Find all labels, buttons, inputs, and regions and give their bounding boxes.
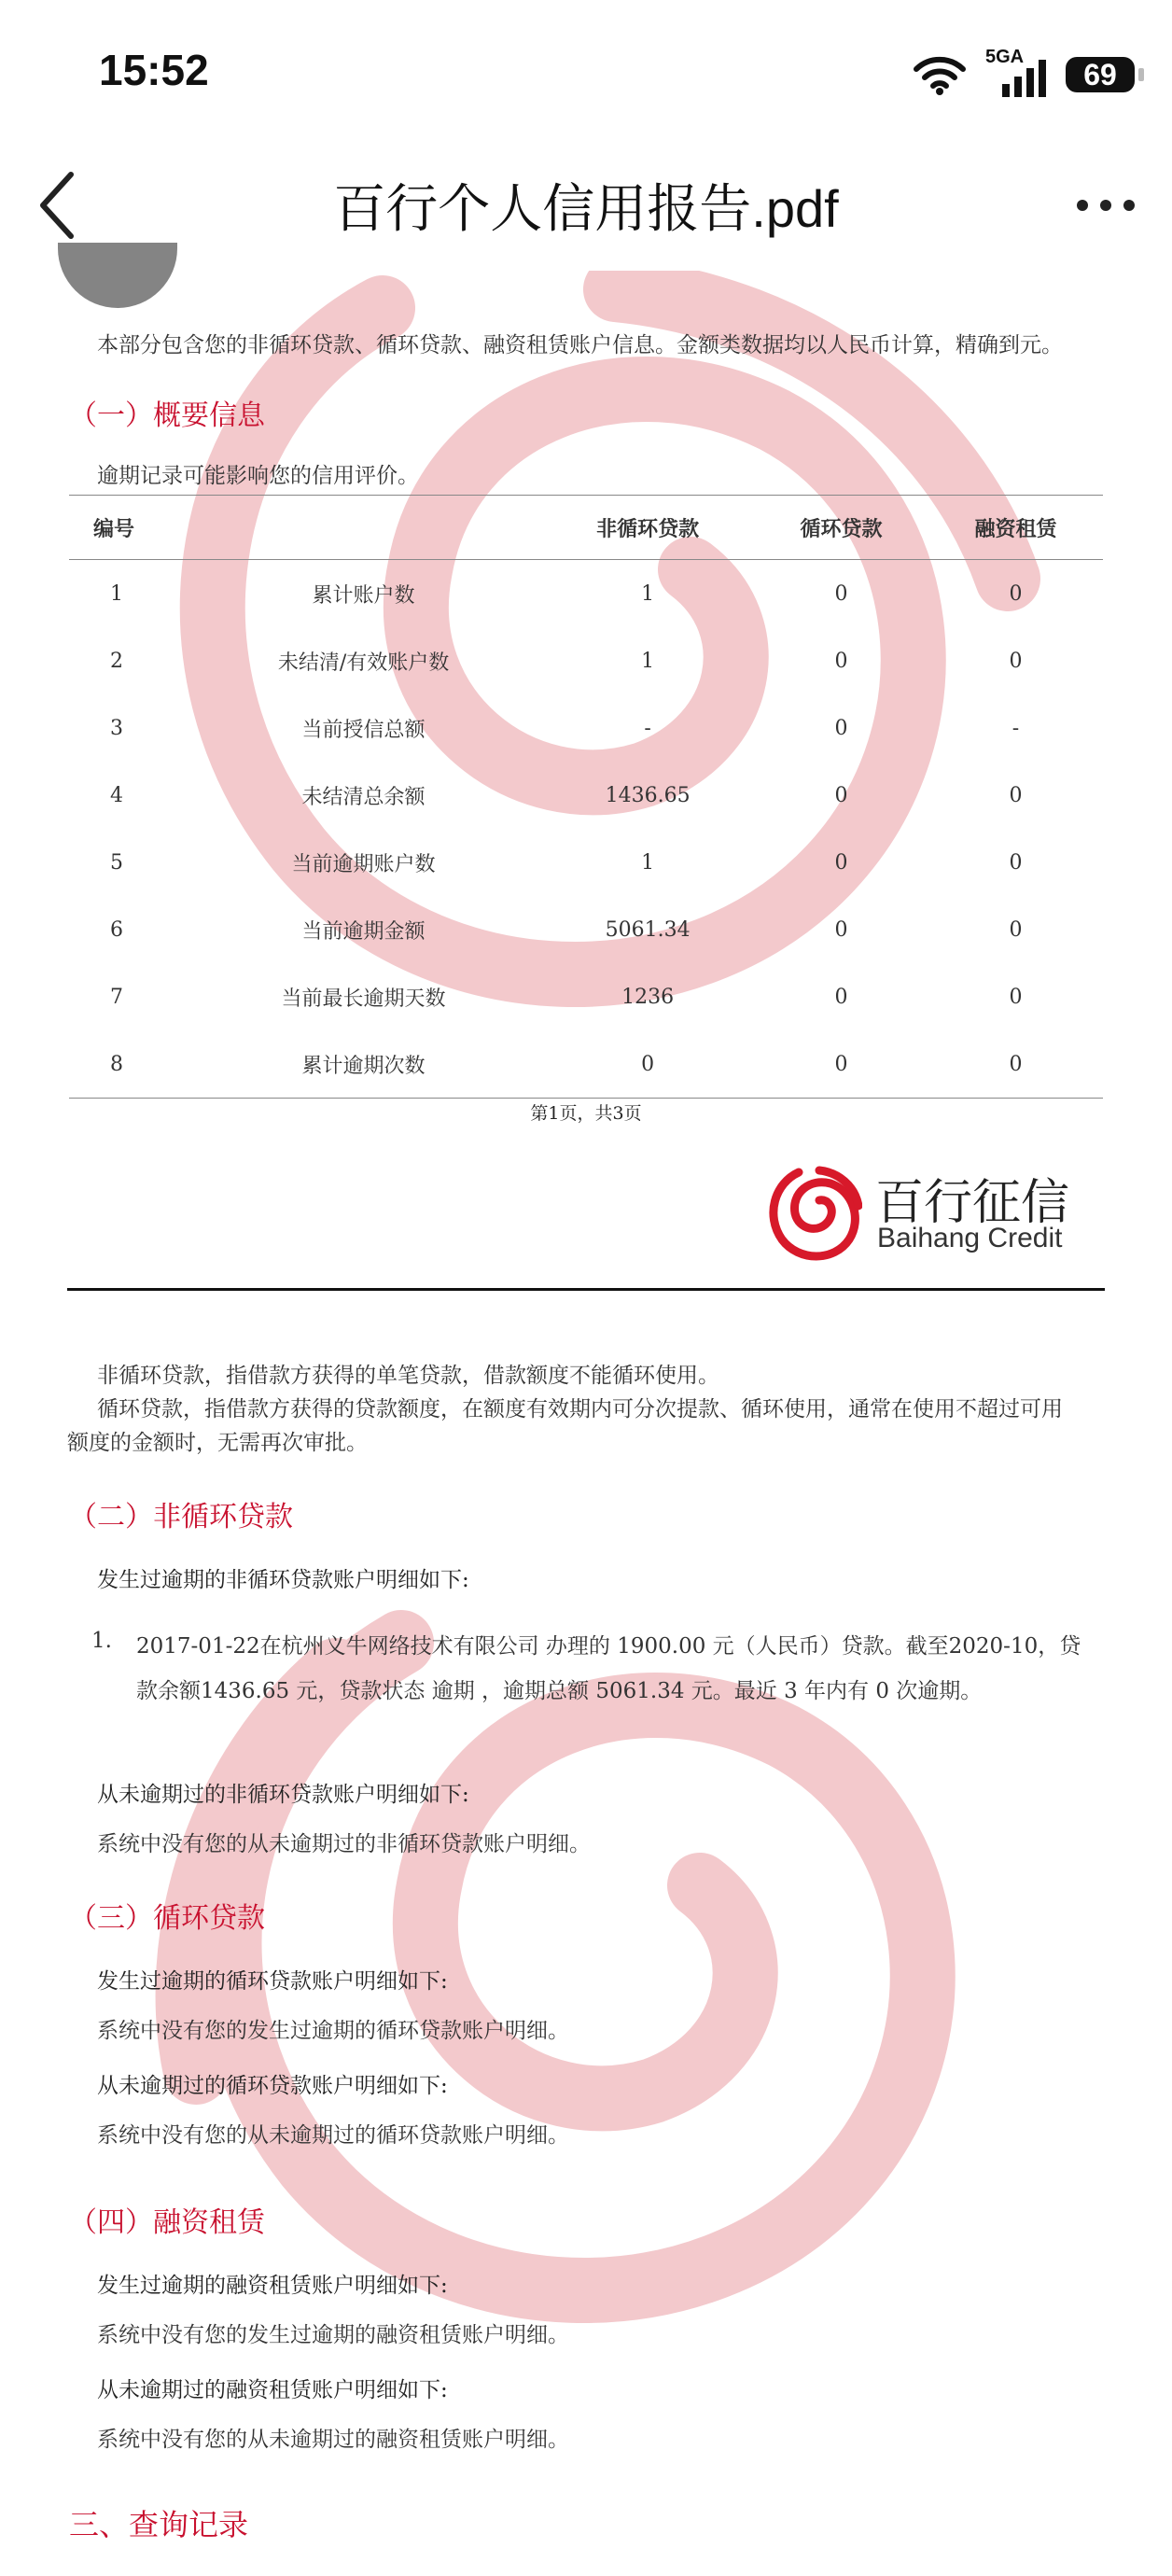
row-revolving: 0: [834, 649, 848, 673]
intro-text: 本部分包含您的非循环贷款、循环贷款、融资租赁账户信息。金额类数据均以人民币计算，精确到元。: [97, 333, 1063, 357]
row-nonrevolving: 1: [641, 581, 655, 606]
battery-indicator: 69: [1066, 57, 1135, 92]
row-leasing: 0: [1009, 850, 1023, 875]
row-revolving: 0: [834, 783, 848, 807]
summary-table-header: [69, 496, 1103, 560]
row-leasing: 0: [1009, 917, 1023, 942]
logo-name-cn: 百行征信: [875, 1175, 1070, 1231]
table-row: [69, 896, 1103, 963]
row-number: 5: [110, 850, 123, 875]
row-label: 未结清总余额: [301, 785, 426, 809]
account-item-line1: 2017-01-22在杭州义牛网络技术有限公司 办理的 1900.00 元（人民币）贷款。截至2020-10，贷: [136, 1634, 1081, 1659]
page-divider: [67, 1288, 1105, 1291]
account-item-line2: 款余额1436.65 元，贷款状态 逾期 ，逾期总额 5061.34 元。最近 3 年内有 0 次逾期。: [136, 1679, 983, 1703]
row-label: 未结清/有效账户数: [277, 651, 450, 675]
section-query-records-title: 三、查询记录: [69, 2507, 249, 2542]
row-number: 7: [110, 985, 123, 1009]
row-number: 4: [110, 783, 123, 807]
row-revolving: 0: [834, 850, 848, 875]
nonrevolving-never-heading: 从未逾期过的非循环贷款账户明细如下:: [97, 1783, 469, 1807]
revolving-overdue-heading: 发生过逾期的循环贷款账户明细如下:: [97, 1969, 448, 1994]
row-label: 当前逾期金额: [301, 919, 426, 944]
page-footer-counter: 第1页，共3页: [530, 1103, 642, 1124]
revolving-overdue-none: 系统中没有您的发生过逾期的循环贷款账户明细。: [97, 2019, 569, 2043]
row-label: 累计逾期次数: [301, 1054, 426, 1078]
row-revolving: 0: [834, 716, 848, 740]
row-leasing: 0: [1009, 649, 1023, 673]
row-leasing: 0: [1009, 1052, 1023, 1076]
overdue-note: 逾期记录可能影响您的信用评价。: [97, 464, 419, 488]
table-row: [69, 1030, 1103, 1099]
col-header-leasing: 融资租赁: [928, 496, 1103, 560]
wifi-icon: [913, 54, 967, 95]
logo-name-en: Baihang Credit: [877, 1223, 1063, 1253]
row-number: 1: [110, 581, 123, 606]
row-nonrevolving: 1: [641, 649, 655, 673]
col-header-nonrevolving: 非循环贷款: [541, 496, 754, 560]
document-title: 百行个人信用报告.pdf: [333, 179, 839, 238]
row-number: 2: [110, 649, 123, 673]
row-label: 累计账户数: [312, 583, 415, 608]
more-options-icon[interactable]: [1073, 196, 1138, 215]
table-row: [69, 694, 1103, 762]
row-nonrevolving: 0: [641, 1052, 655, 1076]
row-revolving: 0: [834, 1052, 848, 1076]
table-row: [69, 829, 1103, 896]
row-label: 当前授信总额: [301, 718, 426, 742]
row-nonrevolving: 5061.34: [605, 917, 691, 942]
def-revolving-line2: 额度的金额时，无需再次审批。: [67, 1431, 368, 1455]
section-nonrevolving-title: （二）非循环贷款: [69, 1501, 293, 1533]
col-header-item: [186, 496, 541, 560]
section-summary-title: （一）概要信息: [69, 399, 265, 432]
revolving-never-none: 系统中没有您的从未逾期过的循环贷款账户明细。: [97, 2123, 569, 2148]
table-row: [69, 560, 1103, 628]
nonrevolving-overdue-heading: 发生过逾期的非循环贷款账户明细如下:: [97, 1568, 469, 1592]
row-leasing: -: [1012, 716, 1020, 740]
leasing-overdue-none: 系统中没有您的发生过逾期的融资租赁账户明细。: [97, 2323, 569, 2347]
network-label: 5GA: [985, 47, 1025, 67]
status-icons: [913, 49, 1135, 101]
row-revolving: 0: [834, 917, 848, 942]
summary-table: [69, 495, 1103, 1099]
row-nonrevolving: 1: [641, 850, 655, 875]
leasing-never-none: 系统中没有您的从未逾期过的融资租赁账户明细。: [97, 2428, 569, 2452]
baihang-logo-mark-icon: [761, 1165, 862, 1266]
table-row: [69, 627, 1103, 694]
signal-icon: [985, 47, 1047, 97]
def-nonrevolving: 非循环贷款，指借款方获得的单笔贷款，借款额度不能循环使用。: [97, 1364, 719, 1388]
row-revolving: 0: [834, 985, 848, 1009]
row-revolving: 0: [834, 581, 848, 606]
row-leasing: 0: [1009, 985, 1023, 1009]
baihang-logo: [761, 1165, 1079, 1266]
page-indicator-badge: [58, 243, 177, 308]
section-leasing-title: （四）融资租赁: [69, 2206, 265, 2239]
row-number: 6: [110, 917, 123, 942]
row-nonrevolving: 1436.65: [605, 783, 691, 807]
revolving-never-heading: 从未逾期过的循环贷款账户明细如下:: [97, 2074, 448, 2098]
leasing-overdue-heading: 发生过逾期的融资租赁账户明细如下:: [97, 2274, 448, 2298]
row-number: 8: [110, 1052, 123, 1076]
status-time: 15:52: [99, 46, 209, 94]
row-label: 当前逾期账户数: [291, 852, 436, 876]
account-item-number: 1.: [91, 1629, 112, 1653]
row-leasing: 0: [1009, 783, 1023, 807]
leasing-never-heading: 从未逾期过的融资租赁账户明细如下:: [97, 2378, 448, 2402]
section-revolving-title: （三）循环贷款: [69, 1902, 265, 1935]
row-label: 当前最长逾期天数: [281, 987, 446, 1011]
row-nonrevolving: 1236: [621, 985, 675, 1009]
row-leasing: 0: [1009, 581, 1023, 606]
table-row: [69, 963, 1103, 1030]
def-revolving-line1: 循环贷款，指借款方获得的贷款额度，在额度有效期内可分次提款、循环使用，通常在使用不超过可用: [97, 1397, 1063, 1421]
col-header-revolving: 循环贷款: [754, 496, 928, 560]
table-row: [69, 762, 1103, 829]
row-number: 3: [110, 716, 123, 740]
col-header-number: 编号: [69, 496, 186, 560]
nonrevolving-never-none: 系统中没有您的从未逾期过的非循环贷款账户明细。: [97, 1832, 591, 1856]
row-nonrevolving: -: [644, 716, 651, 740]
